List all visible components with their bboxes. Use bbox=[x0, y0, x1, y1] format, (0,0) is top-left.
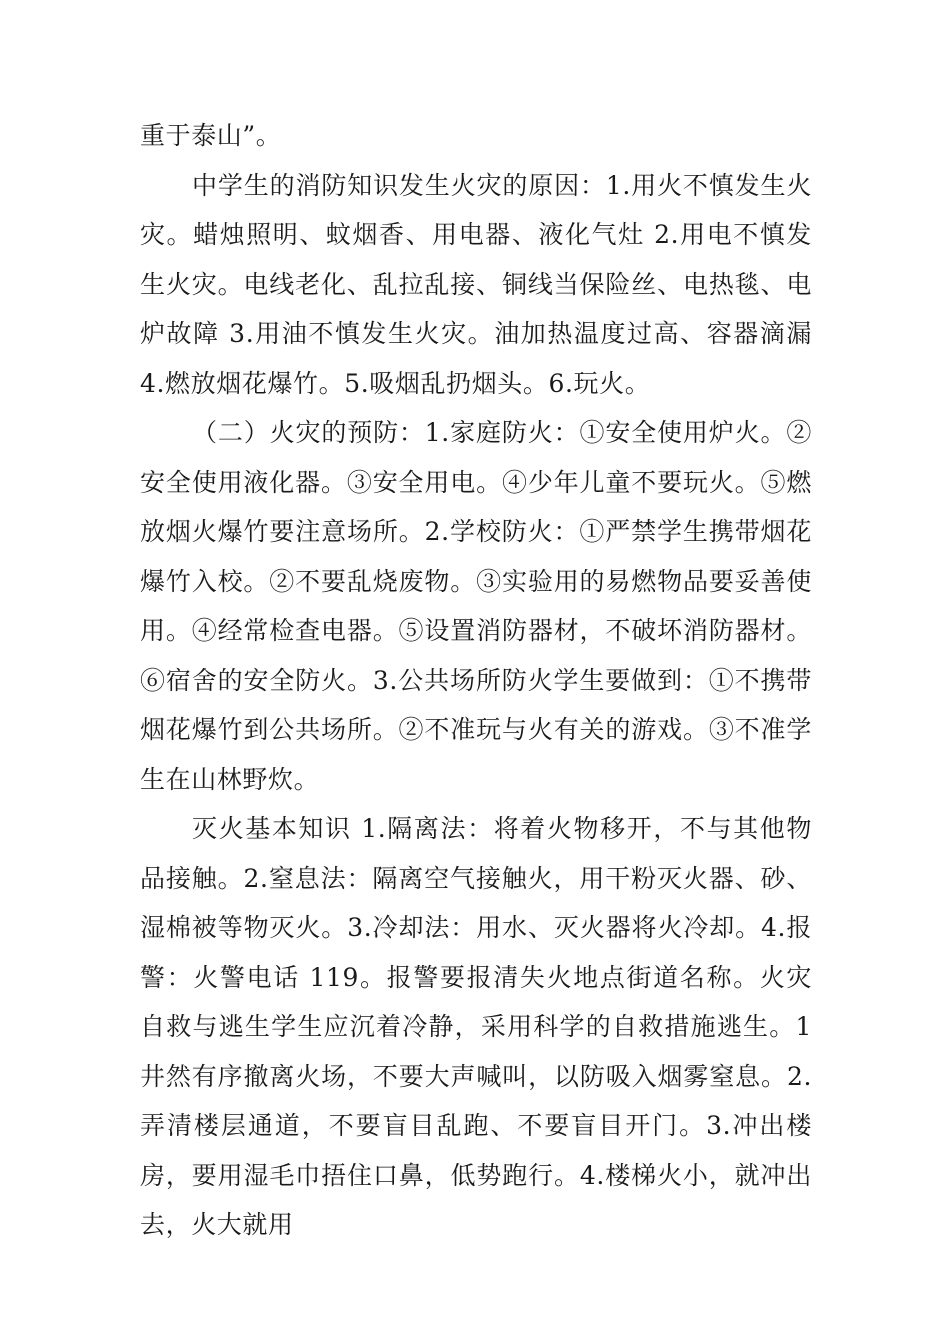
paragraph-fire-causes: 中学生的消防知识发生火灾的原因：1.用火不慎发生火灾。蜡烛照明、蚊烟香、用电器、液化气灶 2.用电不慎发生火灾。电线老化、乱拉乱接、铜线当保险丝、电热毯、电炉故障 3.用油不慎发生火灾。油加热温度过高、容器滴漏 4.燃放烟花爆竹。5.吸烟乱扔烟头。6.玩火。 bbox=[140, 170, 812, 398]
paragraph-continuation: 重于泰山”。 bbox=[140, 121, 282, 150]
paragraph-fire-prevention: （二）火灾的预防：1.家庭防火：①安全使用炉火。② 安全使用液化器。③安全用电。④少年儿童不要玩火。⑤燃放烟火爆竹要注意场所。2.学校防火：①严禁学生携带烟花爆竹入校。②不要乱烧废物。③实验用的易燃物品要妥善使用。④经常检查电器。⑤设置消防器材，不破坏消防器材。⑥宿舍的安全防火。3.公共场所防火学生要做到：①不携带烟花爆竹到公共场所。②不准玩与火有关的游戏。③不准学生在山林野炊。 bbox=[140, 418, 812, 794]
document-page bbox=[140, 111, 812, 1250]
paragraph-extinguishing-knowledge: 灭火基本知识 1.隔离法：将着火物移开，不与其他物品接触。2.窒息法：隔离空气接触火，用干粉灭火器、砂、湿棉被等物灭火。3.冷却法：用水、灭火器将火冷却。4.报警：火警电话 119。报警要报清失火地点街道名称。火灾自救与逃生学生应沉着冷静，采用科学的自救措施逃生。1 井然有序撤离火场，不要大声喊叫，以防吸入烟雾窒息。2.弄清楼层通道，不要盲目乱跑、不要盲目开门。3.冲出楼房，要用湿毛巾捂住口鼻，低势跑行。4.楼梯火小，就冲出去，火大就用 bbox=[140, 814, 812, 1239]
